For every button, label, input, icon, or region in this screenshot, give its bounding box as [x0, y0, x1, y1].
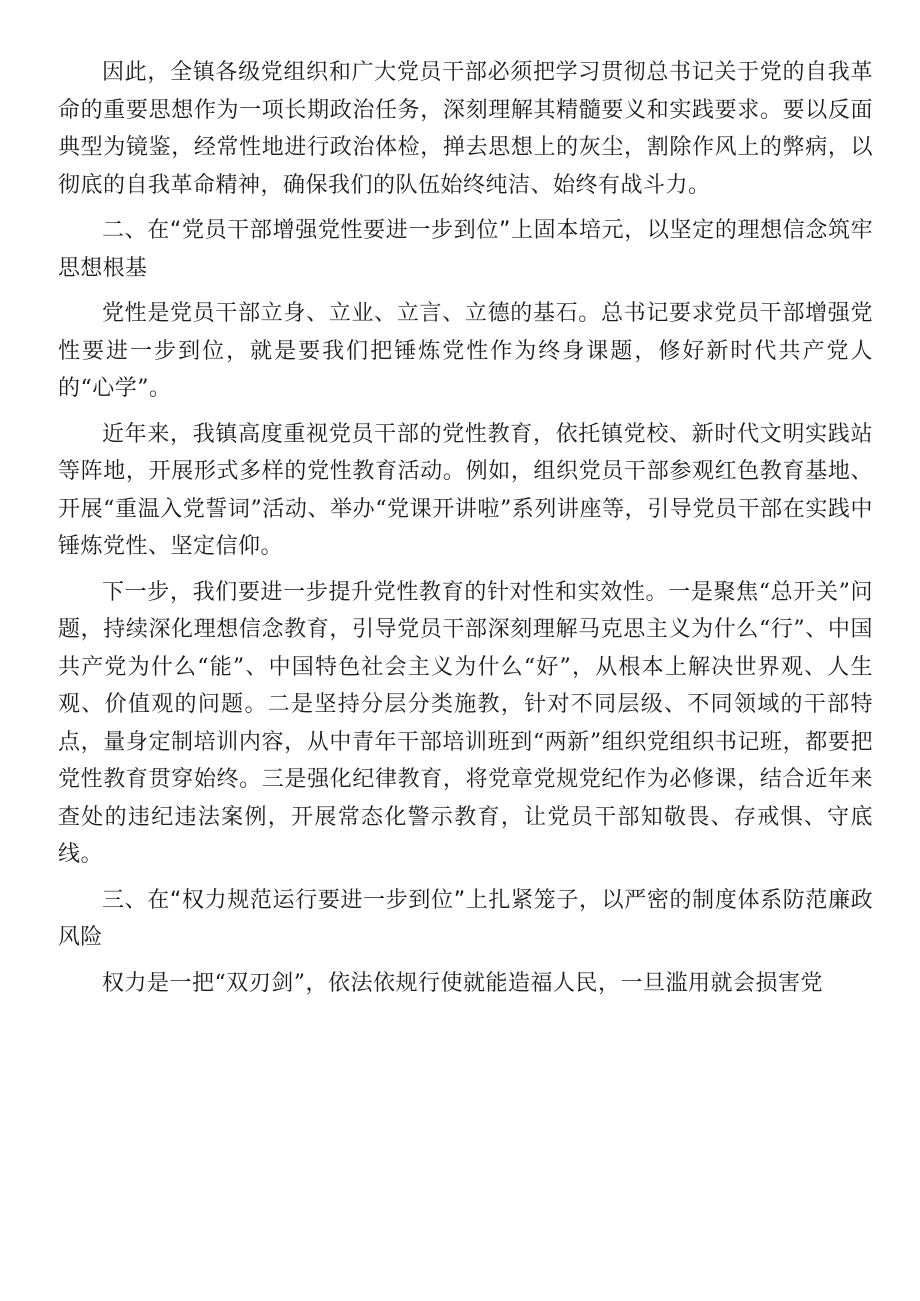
section-heading-3: 三、在“权力规范运行要进一步到位”上扎紧笼子，以严密的制度体系防范廉政风险 — [58, 887, 873, 950]
body-paragraph: 因此，全镇各级党组织和广大党员干部必须把学习贯彻总书记关于党的自我革命的重要思想作为一项长期政治任务，深刻理解其精髓要义和实践要求。要以反面典型为镜鉴，经常性地进行政治体检，掸去思想上的灰尘，割除作风上的弊病，以彻底的自我革命精神，确保我们的队伍始终纯洁、始终有战斗力。 — [58, 60, 873, 198]
section-heading-2: 二、在“党员干部增强党性要进一步到位”上固本培元，以坚定的理想信念筑牢思想根基 — [58, 218, 873, 281]
body-paragraph: 党性是党员干部立身、立业、立言、立德的基石。总书记要求党员干部增强党性要进一步到位，就是要我们把锤炼党性作为终身课题，修好新时代共产党人的“心学”。 — [58, 301, 873, 401]
body-paragraph: 下一步，我们要进一步提升党性教育的针对性和实效性。一是聚焦“总开关”问题，持续深化理想信念教育，引导党员干部深刻理解马克思主义为什么“行”、中国共产党为什么“能”、中国特色社会主义为什么“好”，从根本上解决世界观、人生观、价值观的问题。二是坚持分层分类施教，针对不同层级、不同领域的干部特点，量身定制培训内容，从中青年干部培训班到“两新”组织党组织书记班，都要把党性教育贯穿始终。三是强化纪律教育，将党章党规党纪作为必修课，结合近年来查处的违纪违法案例，开展常态化警示教育，让党员干部知敬畏、存戒惧、守底线。 — [58, 579, 873, 867]
body-paragraph: 权力是一把“双刃剑”，依法依规行使就能造福人民，一旦滥用就会损害党 — [102, 970, 823, 996]
document-page — [58, 54, 873, 1010]
body-paragraph: 近年来，我镇高度重视党员干部的党性教育，依托镇党校、新时代文明实践站等阵地，开展形式多样的党性教育活动。例如，组织党员干部参观红色教育基地、开展“重温入党誓词”活动、举办“党课开讲啦”系列讲座等，引导党员干部在实践中锤炼党性、坚定信仰。 — [58, 421, 873, 559]
